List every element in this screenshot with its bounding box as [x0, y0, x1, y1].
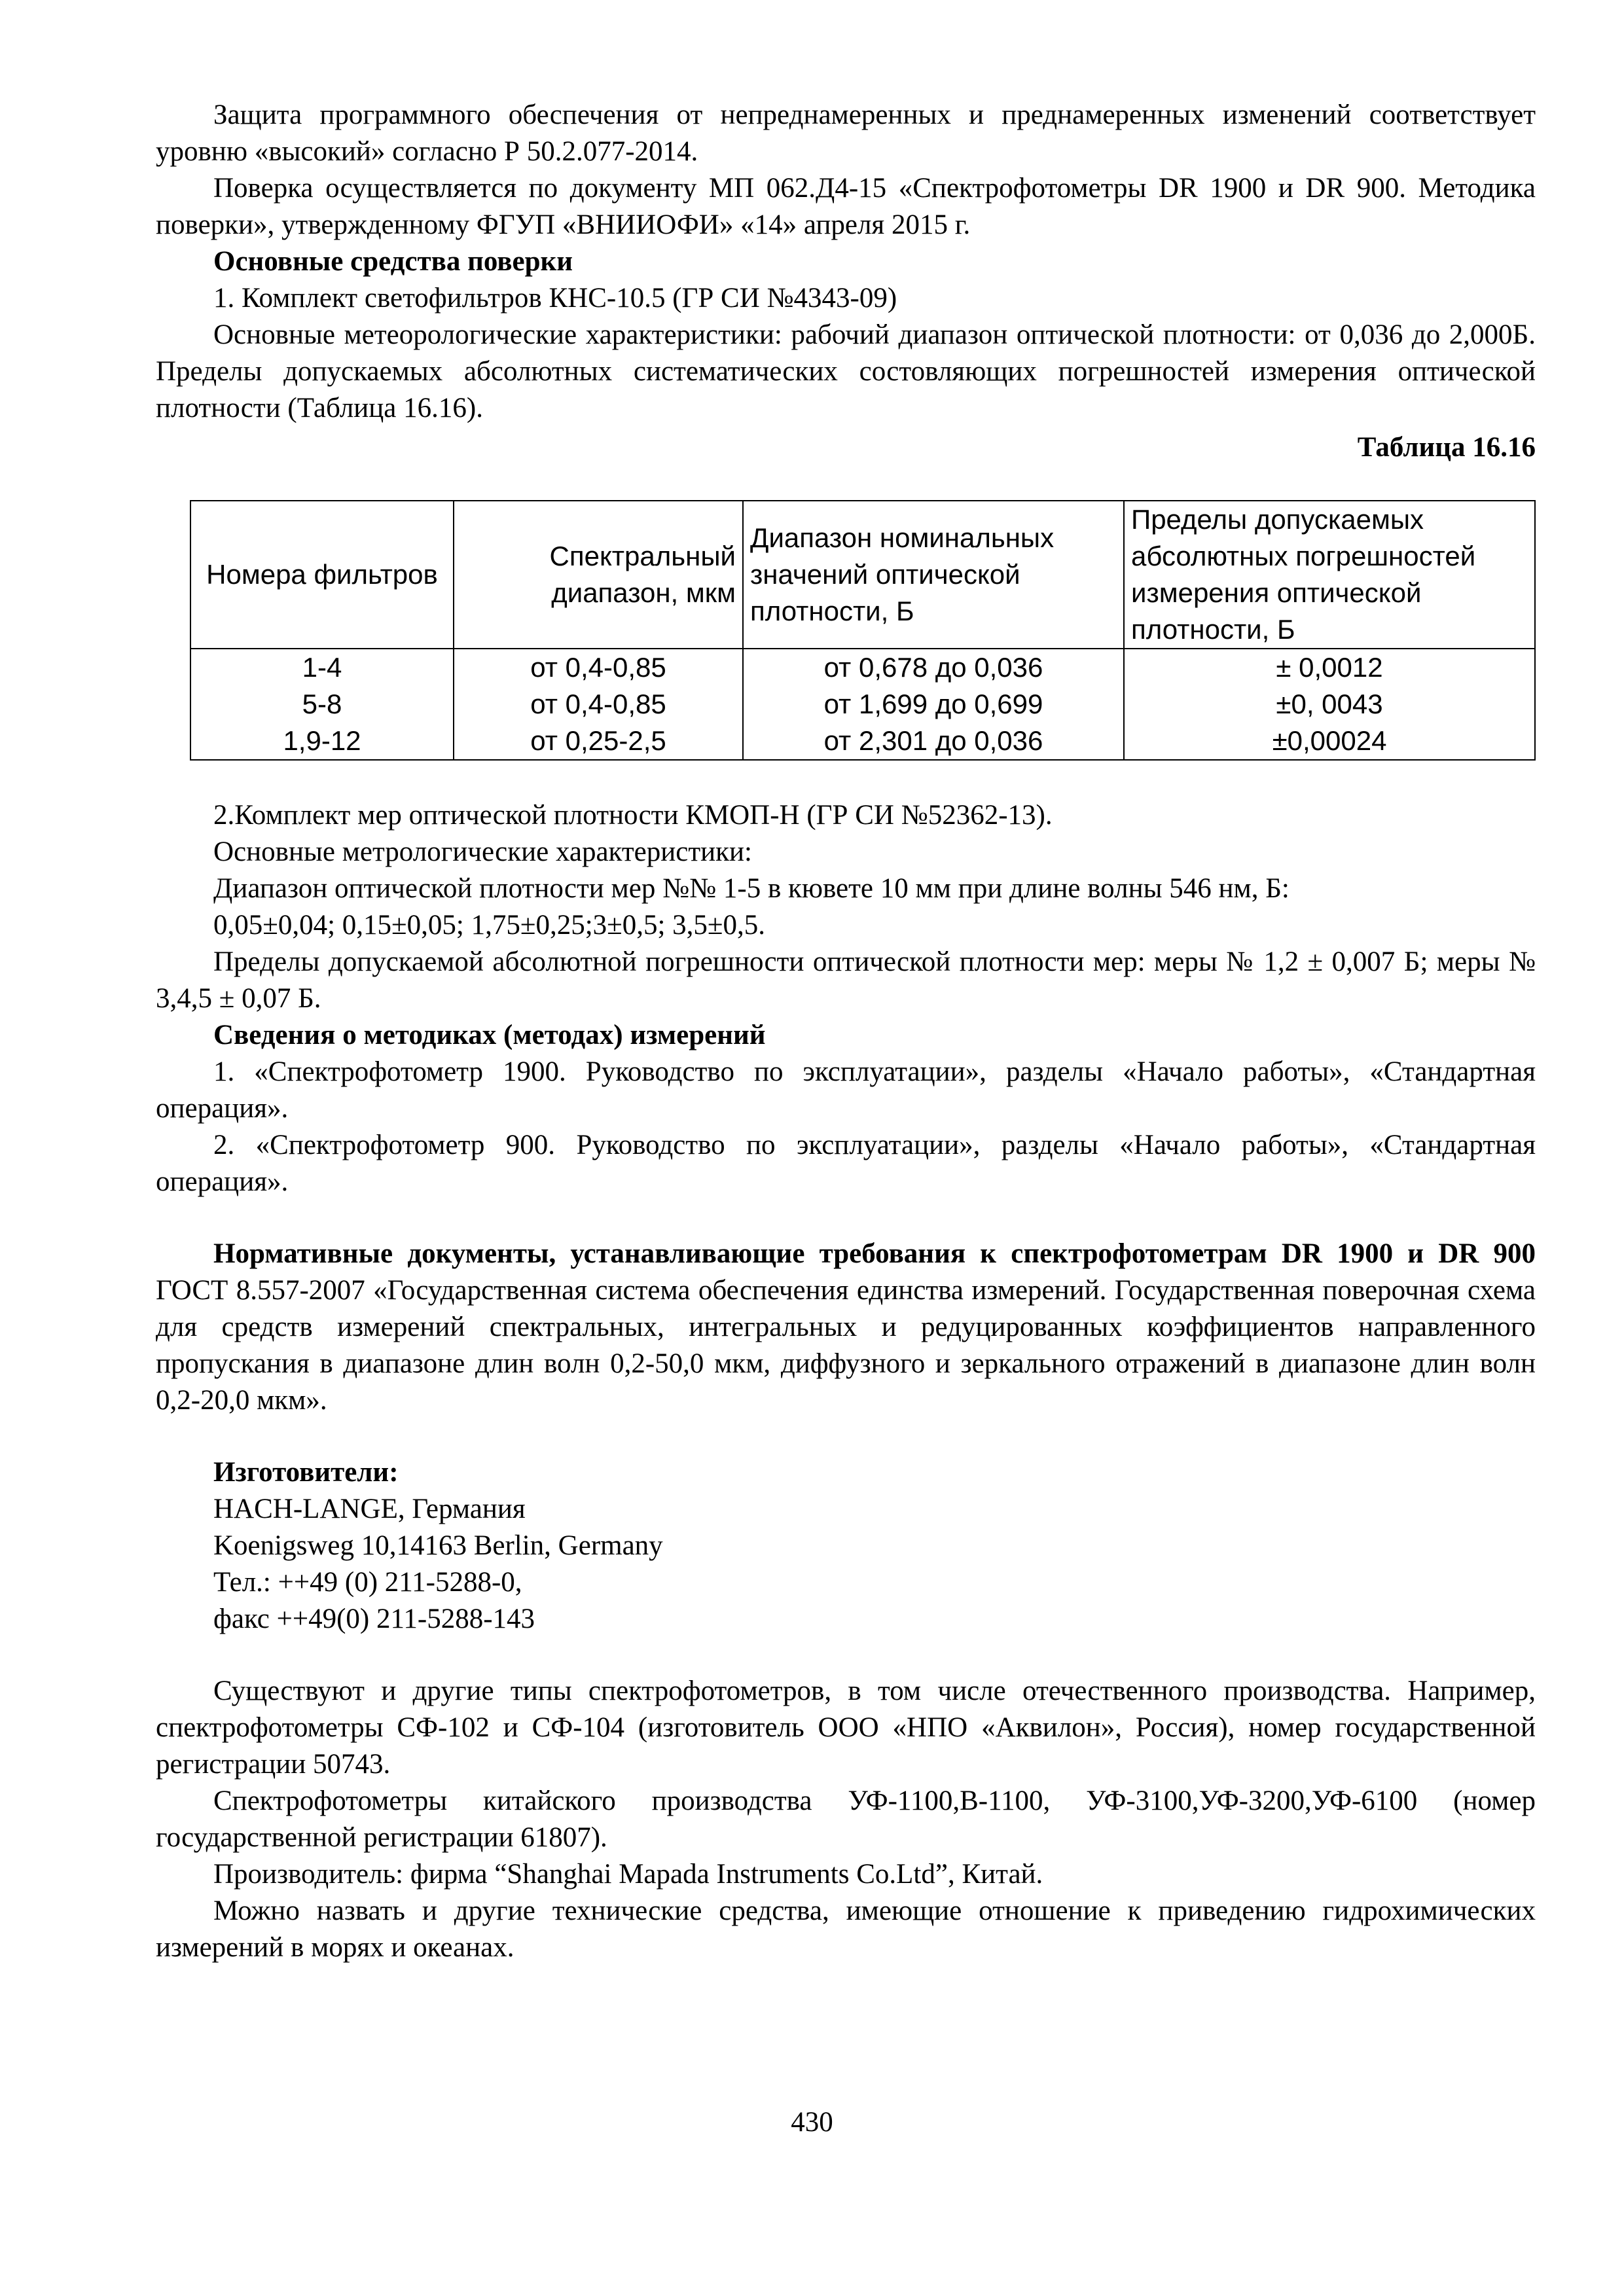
verification-item-1-description: Основные метеорологические характеристики: рабочий диапазон оптической плотности: от 0,036 до 2,000Б. Пределы допускаемых абсолютных систематических состовляющих погрешностей измерения оптической плотности (Таблица 16.16).: [156, 319, 1536, 423]
manufacturer-name: HACH-LANGE, Германия: [213, 1494, 526, 1524]
method-item-1: 1. «Спектрофотометр 1900. Руководство по эксплуатации», разделы «Начало работы», «Стандартная операция».: [156, 1056, 1536, 1124]
heading-methods: Сведения о методиках (методах) измерений: [213, 1020, 766, 1050]
table-cell: ± 0,0012: [1124, 649, 1535, 686]
table-row: [190, 723, 1535, 760]
table-cell: ±0,00024: [1124, 723, 1535, 760]
table-row: [190, 686, 1535, 723]
paragraph-producer: Производитель: фирма “Shanghai Mapada Instruments Co.Ltd”, Китай.: [213, 1859, 1043, 1890]
normative-documents-heading: Нормативные документы, устанавливающие требования к спектрофотометрам DR 1900 и DR 900: [213, 1238, 1536, 1269]
table-cell: 1,9-12: [190, 723, 454, 760]
paragraph-verification-doc: Поверка осуществляется по документу МП 062.Д4-15 «Спектрофотометры DR 1900 и DR 900. Методика поверки», утвержденному ФГУП «ВНИИОФИ» «14» апреля 2015 г.: [156, 173, 1536, 240]
kmop-density-range: Диапазон оптической плотности мер №№ 1-5 в кювете 10 мм при длине волны 546 нм, Б:: [213, 873, 1290, 904]
table-header-density-range: Диапазон номинальных значений оптической плотности, Б: [743, 501, 1124, 649]
manufacturer-address: Koenigsweg 10,14163 Berlin, Germany: [213, 1530, 663, 1561]
table-header-error-limits: Пределы допускаемых абсолютных погрешностей измерения оптической плотности, Б: [1124, 501, 1535, 649]
kmop-error-limits: Пределы допускаемой абсолютной погрешности оптической плотности мер: меры № 1,2 ± 0,007 Б; меры № 3,4,5 ± 0,07 Б.: [156, 946, 1536, 1014]
table-cell: от 0,678 до 0,036: [743, 649, 1124, 686]
kmop-characteristics: Основные метрологические характеристики:: [213, 836, 753, 867]
method-item-2: 2. «Спектрофотометр 900. Руководство по эксплуатации», разделы «Начало работы», «Стандартная операция».: [156, 1130, 1536, 1197]
table-header-spectral-range: Спектральный диапазон, мкм: [454, 501, 743, 649]
table-cell: 5-8: [190, 686, 454, 723]
normative-documents-text: ГОСТ 8.557-2007 «Государственная система обеспечения единства измерений. Государственная поверочная схема для средств измерений спектральных, интегральных и редуцированных коэффициентов направленного пропускания в диапазоне длин волн 0,2-50,0 мкм, диффузного и зеркального отражений в диапазоне длин волн 0,2-20,0 мкм».: [156, 1275, 1536, 1416]
manufacturer-fax: факс ++49(0) 211-5288-143: [213, 1604, 535, 1634]
heading-manufacturers: Изготовители:: [213, 1457, 399, 1488]
kmop-item-2: 2.Комплект мер оптической плотности КМОП-Н (ГР СИ №52362-13).: [213, 800, 1053, 831]
paragraph-chinese-spectrophotometers: Спектрофотометры китайского производства УФ-1100,В-1100, УФ-3100,УФ-3200,УФ-6100 (номер государственной регистрации 61807).: [156, 1785, 1536, 1853]
table-caption: Таблица 16.16: [1357, 432, 1536, 463]
heading-verification-means: Основные средства поверки: [213, 246, 573, 277]
table-cell: от 2,301 до 0,036: [743, 723, 1124, 760]
normative-documents: [156, 1236, 1536, 1419]
table-row: [190, 649, 1535, 686]
table-header-filter-numbers: Номера фильтров: [190, 501, 454, 649]
kmop-values: 0,05±0,04; 0,15±0,05; 1,75±0,25;3±0,5; 3,5±0,5.: [213, 910, 766, 941]
paragraph-software-protection: Защита программного обеспечения от непреднамеренных и преднамеренных изменений соответствует уровню «высокий» согласно Р 50.2.077-2014.: [156, 99, 1536, 167]
manufacturer-phone: Тел.: ++49 (0) 211-5288-0,: [213, 1567, 522, 1598]
paragraph-other-means: Можно назвать и другие технические средства, имеющие отношение к приведению гидрохимических измерений в морях и океанах.: [156, 1895, 1536, 1963]
page-number: 430: [791, 2107, 833, 2138]
filters-table: [190, 500, 1536, 761]
paragraph-other-spectrophotometers: Существуют и другие типы спектрофотометров, в том числе отечественного производства. Например, спектрофотометры СФ-102 и СФ-104 (изготовитель ООО «НПО «Аквилон», Россия), номер государственной регистрации 50743.: [156, 1676, 1536, 1780]
table-cell: 1-4: [190, 649, 454, 686]
table-cell: от 1,699 до 0,699: [743, 686, 1124, 723]
table-cell: от 0,25-2,5: [454, 723, 743, 760]
table-cell: ±0, 0043: [1124, 686, 1535, 723]
verification-item-1: 1. Комплект светофильтров КНС-10.5 (ГР СИ №4343-09): [213, 283, 897, 314]
table-cell: от 0,4-0,85: [454, 649, 743, 686]
document-page: [156, 97, 1536, 1966]
table-cell: от 0,4-0,85: [454, 686, 743, 723]
